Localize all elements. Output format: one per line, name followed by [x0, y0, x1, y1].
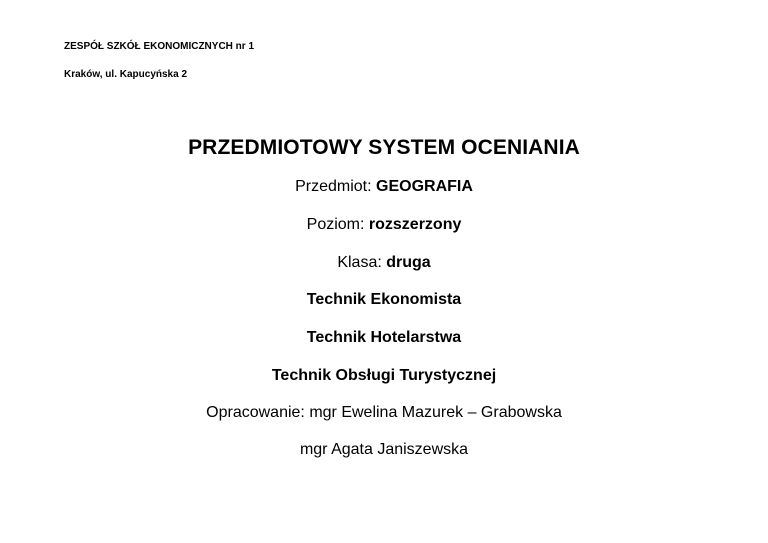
profession-tourism: Technik Obsługi Turystycznej [271, 367, 497, 384]
class-label: Klasa: [337, 254, 382, 271]
subject-label: Przedmiot: [295, 178, 372, 195]
school-address: Kraków, ul. Kapucyńska 2 [64, 69, 188, 80]
authors-label: Opracowanie: [206, 404, 305, 421]
subject-value: GEOGRAFIA [376, 178, 473, 195]
level-label: Poziom: [306, 216, 365, 233]
author-1: mgr Ewelina Mazurek – Grabowska [309, 404, 562, 421]
authors-line [0, 404, 768, 422]
subject-line [0, 178, 768, 196]
class-line [0, 254, 768, 272]
profession-hotel: Technik Hotelarstwa [306, 329, 462, 346]
level-value: rozszerzony [368, 216, 462, 233]
document-title: PRZEDMIOTOWY SYSTEM OCENIANIA [188, 136, 580, 159]
profession-economist: Technik Ekonomista [306, 291, 462, 308]
level-line [0, 216, 768, 234]
school-name: ZESPÓŁ SZKÓŁ EKONOMICZNYCH nr 1 [64, 41, 255, 52]
class-value: druga [386, 254, 431, 271]
author-2: mgr Agata Janiszewska [299, 441, 469, 458]
